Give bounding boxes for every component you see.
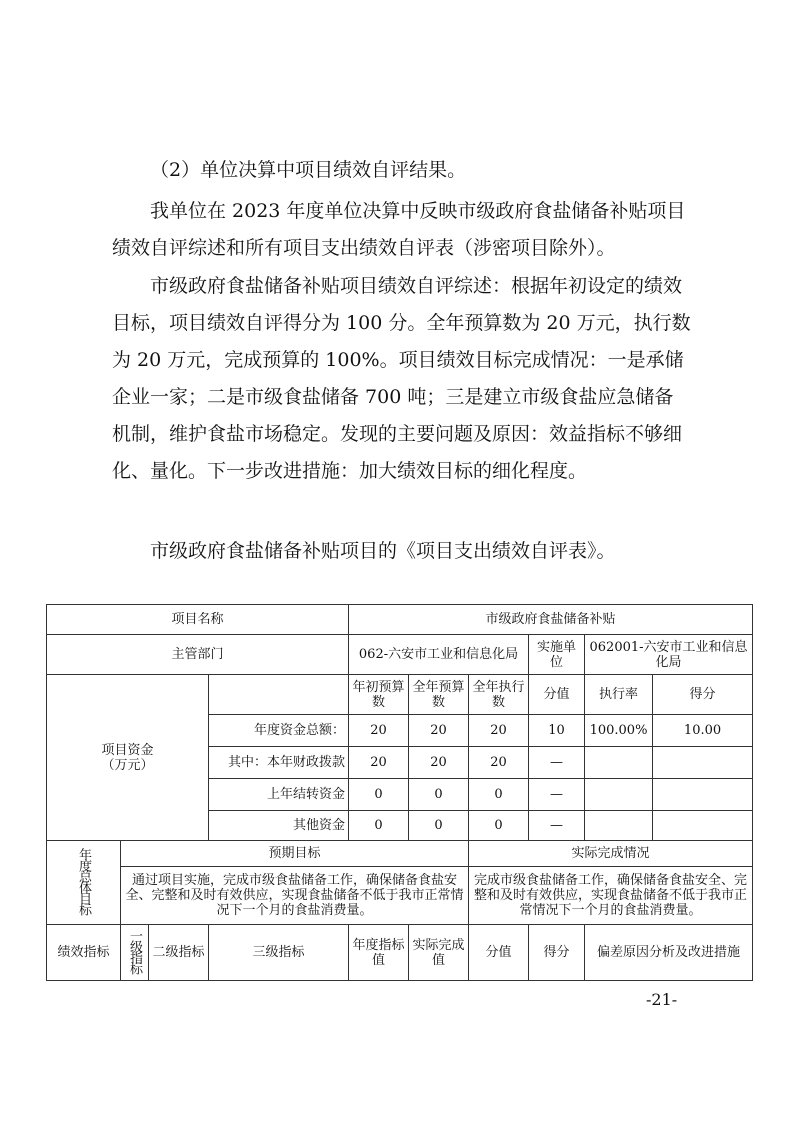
funds-cell — [585, 811, 653, 841]
level1-header-text: 一级指标 — [127, 928, 142, 973]
funds-cell: 0 — [469, 779, 529, 811]
actual-text: 完成市级食盐储备工作，确保储备食盐安全、完整和及时有效供应，实现食盐储备不低于我市正常情况下一个月的食盐消费量。 — [469, 867, 753, 925]
level1-header — [121, 925, 149, 981]
project-name-label: 项目名称 — [47, 605, 349, 635]
funds-cell — [585, 779, 653, 811]
col-header: 年初预算数 — [349, 675, 409, 715]
summary-paragraph: 市级政府食盐储备补贴项目绩效自评综述：根据年初设定的绩效目标，项目绩效自评得分为 100 分。全年预算数为 20 万元，执行数为 20 万元，完成预算的 100%。项目绩效目标完成情况：一是承储企业一家；二是市级食盐储备 700 吨；三是建立市级食盐应急储备机制，维护食盐市场稳定。发现的主要问题及原因：效益指标不够细化、量化。下一步改进措施：加大绩效目标的细化程度。 — [112, 275, 691, 482]
dept-label: 主管部门 — [47, 635, 349, 675]
funds-cell: 0 — [409, 811, 469, 841]
funds-cell: 20 — [409, 747, 469, 779]
funds-label-text: 项目资金（万元） — [101, 742, 154, 773]
target-header: 年度指标值 — [349, 925, 409, 981]
funds-cell: 20 — [469, 747, 529, 779]
funds-cell: 10 — [529, 715, 585, 747]
impl-value: 062001-六安市工业和信息化局 — [585, 635, 753, 675]
funds-cell — [653, 779, 753, 811]
dept-value: 062-六安市工业和信息化局 — [349, 635, 529, 675]
col-header: 执行率 — [585, 675, 653, 715]
col-header: 全年预算数 — [409, 675, 469, 715]
funds-cell: — — [529, 811, 585, 841]
funds-row-label: 上年结转资金 — [209, 779, 349, 811]
expected-text: 通过项目实施，完成市级食盐储备工作，确保储备食盐安全、完整和及时有效供应，实现食盐储备不低于我市正常情况下一个月的食盐消费量。 — [121, 867, 469, 925]
funds-cell: — — [529, 747, 585, 779]
actual-value-header: 实际完成值 — [409, 925, 469, 981]
self-evaluation-table — [46, 604, 753, 981]
funds-cell — [653, 811, 753, 841]
page-number: -21- — [646, 990, 678, 1009]
funds-cell: 100.00% — [585, 715, 653, 747]
funds-cell: 0 — [409, 779, 469, 811]
score-value-header: 分值 — [469, 925, 529, 981]
intro-paragraph: 我单位在 2023 年度单位决算中反映市级政府食盐储备补贴项目绩效自评综述和所有项目支出绩效自评表（涉密项目除外）。 — [112, 200, 686, 259]
table-caption: 市级政府食盐储备补贴项目的《项目支出绩效自评表》。 — [150, 540, 616, 562]
goal-label-cell — [47, 841, 121, 925]
funds-label — [47, 675, 209, 841]
col-header: 全年执行数 — [469, 675, 529, 715]
level2-header: 二级指标 — [149, 925, 209, 981]
funds-row-label: 其他资金 — [209, 811, 349, 841]
actual-label: 实际完成情况 — [469, 841, 753, 867]
expected-label: 预期目标 — [121, 841, 469, 867]
funds-cell: 0 — [349, 779, 409, 811]
funds-cell: 20 — [469, 715, 529, 747]
header-empty — [209, 675, 349, 715]
impl-label: 实施单位 — [529, 635, 585, 675]
col-header: 分值 — [529, 675, 585, 715]
funds-cell: 0 — [349, 811, 409, 841]
funds-row-label: 其中：本年财政拨款 — [209, 747, 349, 779]
level3-header: 三级指标 — [209, 925, 349, 981]
funds-cell: — — [529, 779, 585, 811]
score-header: 得分 — [529, 925, 585, 981]
funds-cell: 20 — [349, 715, 409, 747]
funds-cell: 20 — [409, 715, 469, 747]
funds-row-label: 年度资金总额： — [209, 715, 349, 747]
deviation-header: 偏差原因分析及改进措施 — [585, 925, 753, 981]
goal-label: 年度总体目标 — [76, 847, 91, 914]
col-header: 得分 — [653, 675, 753, 715]
funds-cell — [585, 747, 653, 779]
funds-cell: 20 — [349, 747, 409, 779]
section-heading: （2）单位决算中项目绩效自评结果。 — [150, 159, 467, 181]
funds-cell: 0 — [469, 811, 529, 841]
funds-cell: 10.00 — [653, 715, 753, 747]
project-name-value: 市级政府食盐储备补贴 — [349, 605, 753, 635]
funds-cell — [653, 747, 753, 779]
perf-indicator-label: 绩效指标 — [47, 925, 121, 981]
